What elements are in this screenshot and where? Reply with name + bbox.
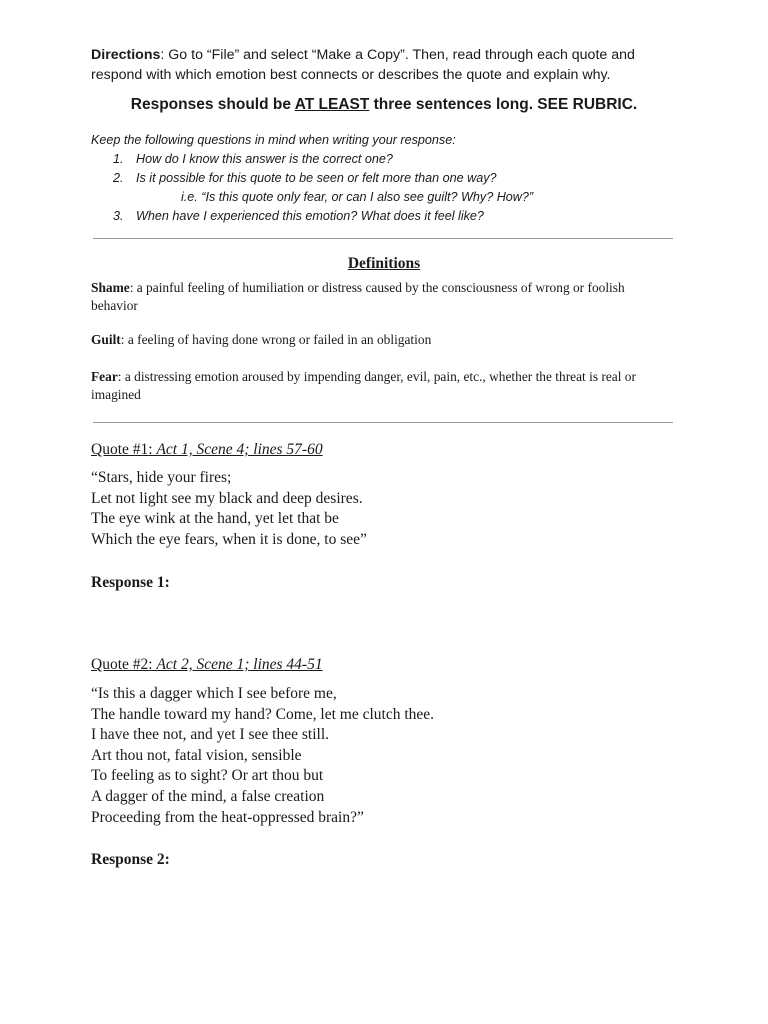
question-example xyxy=(91,188,691,207)
questions-intro: Keep the following questions in mind when writing your response: xyxy=(91,133,456,147)
emphasis-underlined: AT LEAST xyxy=(294,96,370,113)
questions-list xyxy=(91,150,691,226)
quote-line: “Stars, hide your fires; xyxy=(91,469,232,486)
quote-label: Quote #2 xyxy=(91,656,149,673)
quote-line: “Is this a dagger which I see before me, xyxy=(91,685,337,702)
emphasis-before: Responses should be xyxy=(130,96,295,113)
response-length-note xyxy=(0,96,768,114)
response-2-label: Response 2: xyxy=(91,851,170,868)
quote-citation: Act 2, Scene 1; lines 44-51 xyxy=(156,656,323,673)
quote-line: Let not light see my black and deep desires. xyxy=(91,489,363,507)
definition-text: : a distressing emotion aroused by impending danger, evil, pain, etc., whether the threat is real or imagined xyxy=(91,369,636,402)
quote-line: Which the eye fears, when it is done, to see” xyxy=(91,530,367,548)
definition-shame xyxy=(91,279,671,315)
divider-line xyxy=(93,238,673,239)
quote-citation: Act 1, Scene 4; lines 57-60 xyxy=(156,441,323,458)
response-1-label: Response 1: xyxy=(91,574,170,591)
quote-label: Quote #1 xyxy=(91,441,149,458)
definition-guilt xyxy=(91,331,671,349)
definition-term: Shame xyxy=(91,280,130,295)
emphasis-after: three sentences long. SEE RUBRIC. xyxy=(369,96,638,113)
question-item xyxy=(91,150,691,169)
quote-line: The handle toward my hand? Come, let me clutch thee. xyxy=(91,705,435,723)
quote-2-text xyxy=(91,684,651,828)
question-number: 1. xyxy=(113,152,124,166)
definitions-title: Definitions xyxy=(347,255,421,272)
question-text: Is it possible for this quote to be seen or felt more than one way? xyxy=(136,171,497,185)
quote-line: A dagger of the mind, a false creation xyxy=(91,787,325,805)
quote-line: I have thee not, and yet I see thee still. xyxy=(91,726,330,744)
quote-line: To feeling as to sight? Or art thou but xyxy=(91,767,324,785)
question-item xyxy=(91,207,691,226)
question-text: When have I experienced this emotion? What does it feel like? xyxy=(136,209,484,223)
quote-1-heading: Quote #1: Act 1, Scene 4; lines 57-60 xyxy=(91,441,323,458)
definition-text: : a feeling of having done wrong or failed in an obligation xyxy=(120,332,432,347)
directions-label: Directions xyxy=(91,47,161,63)
quote-line: Proceeding from the heat-oppressed brain?” xyxy=(91,808,364,826)
quote-line: Art thou not, fatal vision, sensible xyxy=(91,746,302,764)
definition-term: Guilt xyxy=(91,332,121,347)
quote-line: The eye wink at the hand, yet let that be xyxy=(91,510,339,528)
divider-line xyxy=(93,422,673,423)
directions-text: : Go to “File” and select “Make a Copy”. Then, read through each quote and respond with which emotion best connects or describes the quote and explain why. xyxy=(91,47,635,83)
directions-paragraph xyxy=(91,45,681,85)
quote-2-heading: Quote #2: Act 2, Scene 1; lines 44-51 xyxy=(91,656,323,673)
question-text: How do I know this answer is the correct one? xyxy=(136,152,393,166)
definition-text: : a painful feeling of humiliation or distress caused by the consciousness of wrong or foolish behavior xyxy=(91,280,625,313)
quote-1-text xyxy=(91,468,651,550)
definition-term: Fear xyxy=(91,369,118,384)
question-number: 3. xyxy=(113,209,124,223)
question-item xyxy=(91,169,691,188)
question-example-text: i.e. “Is this quote only fear, or can I also see guilt? Why? How?” xyxy=(181,190,534,204)
question-number: 2. xyxy=(113,171,124,185)
guiding-questions xyxy=(91,131,691,226)
definition-fear xyxy=(91,368,671,404)
